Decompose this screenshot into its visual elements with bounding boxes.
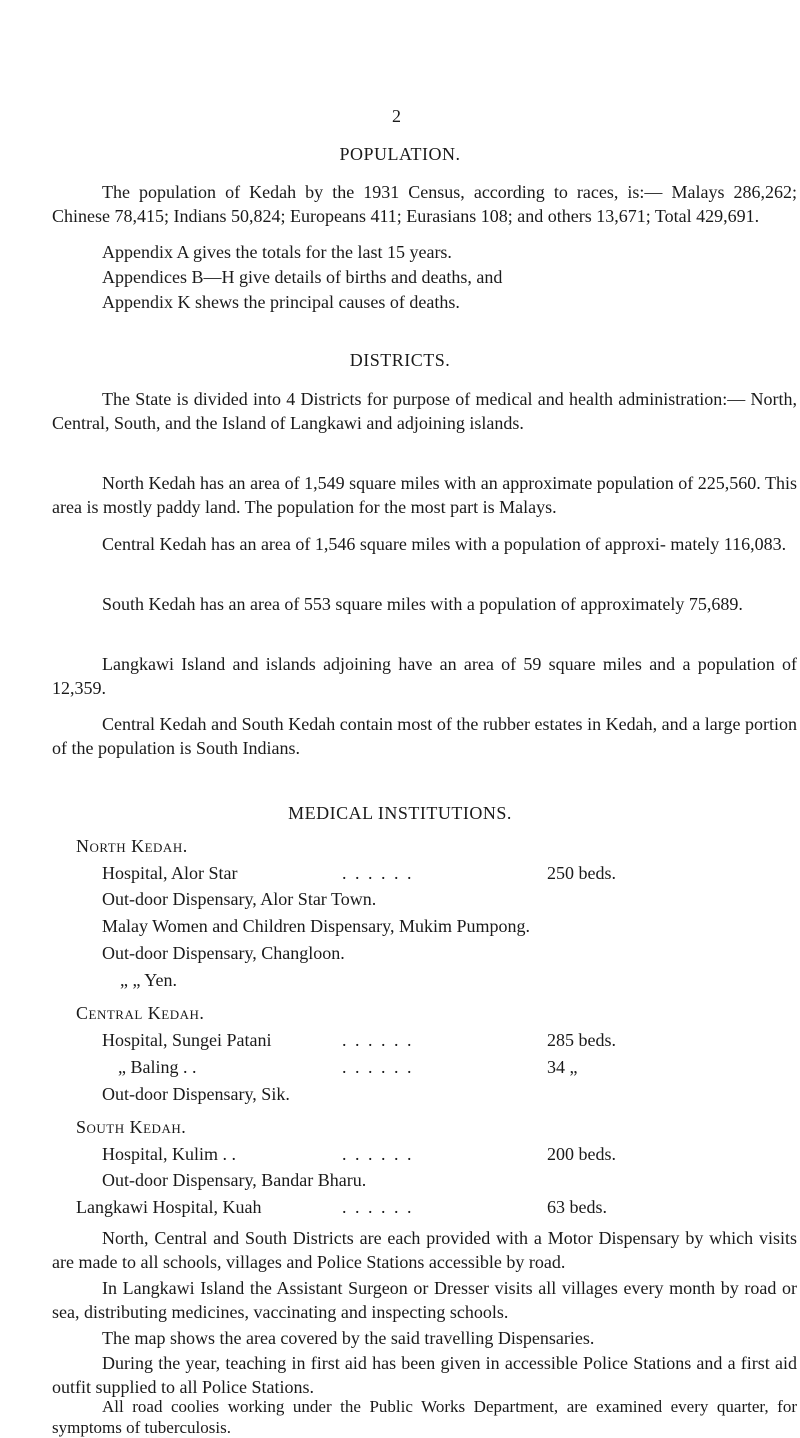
leader-dots: . . . . . . — [342, 1197, 414, 1217]
leader-dots: . . . . . . — [342, 863, 414, 883]
dispensary-bandar-bharu: Out-door Dispensary, Bandar Bharu. — [102, 1170, 367, 1190]
hospital-alor-star-name: Hospital, Alor Star — [102, 863, 238, 883]
districts-paragraph-1: The State is divided into 4 Districts for purpose of medical and health administration:— North, Central, South, and the Island of Langkawi and adjoining islands. — [52, 389, 797, 433]
dispensary-changloon: Out-door Dispensary, Changloon. — [102, 943, 345, 963]
page-number: 2 — [392, 106, 401, 126]
hospital-sungei-patani-name: Hospital, Sungei Patani — [102, 1030, 272, 1050]
dispensary-sik: Out-door Dispensary, Sik. — [102, 1084, 290, 1104]
dispensary-alor-star-town: Out-door Dispensary, Alor Star Town. — [102, 889, 377, 909]
first-aid-paragraph: During the year, teaching in first aid has been given in accessible Police Stations and a first aid outfit supplied to all Police Stations. — [52, 1353, 797, 1397]
hospital-baling-row — [118, 1055, 800, 1079]
hospital-alor-star-row — [102, 861, 792, 885]
leader-dots: . . . . . . — [342, 1144, 414, 1164]
hospital-alor-star-beds: 250 beds. — [547, 863, 616, 883]
dispensary-yen: „ „ Yen. — [120, 970, 177, 990]
districts-paragraph-5: Langkawi Island and islands adjoining have an area of 59 square miles and a population of 12,359. — [52, 654, 797, 698]
districts-paragraph-6: Central Kedah and South Kedah contain most of the rubber estates in Kedah, and a large portion of the population is South Indians. — [52, 714, 797, 758]
langkawi-hospital-row — [76, 1195, 792, 1219]
map-paragraph: The map shows the area covered by the said travelling Dispensaries. — [102, 1328, 595, 1348]
tuberculosis-paragraph: All road coolies working under the Public Works Department, are examined every quarter, for symptoms of tuberculosis. — [52, 1397, 797, 1437]
districts-paragraph-2: North Kedah has an area of 1,549 square miles with an approximate population of 225,560. This area is mostly paddy land. The population for the most part is Malays. — [52, 473, 797, 517]
leader-dots: . . . . . . — [342, 1057, 414, 1077]
langkawi-visits-paragraph: In Langkawi Island the Assistant Surgeon or Dresser visits all villages every month by road or sea, distributing medicines, vaccinating and inspecting schools. — [52, 1278, 797, 1322]
south-kedah-title: South Kedah. — [76, 1117, 187, 1137]
leader-dots: . . . . . . — [342, 1030, 414, 1050]
population-paragraph: The population of Kedah by the 1931 Census, according to races, is:— Malays 286,262; Chinese 78,415; Indians 50,824; Europeans 411; Eurasians 108; and others 13,671; Total 429,691. — [52, 182, 797, 226]
appendices-b-h-line: Appendices B—H give details of births and deaths, and — [102, 267, 503, 287]
langkawi-hospital-beds: 63 beds. — [547, 1197, 607, 1217]
hospital-kulim-beds: 200 beds. — [547, 1144, 616, 1164]
medical-institutions-heading: MEDICAL INSTITUTIONS. — [288, 803, 512, 823]
hospital-sungei-patani-beds: 285 beds. — [547, 1030, 616, 1050]
langkawi-hospital-name: Langkawi Hospital, Kuah — [76, 1197, 262, 1217]
districts-paragraph-3: Central Kedah has an area of 1,546 square miles with a population of approxi- mately 116,083. — [102, 534, 787, 554]
hospital-kulim-name: Hospital, Kulim . . — [102, 1144, 236, 1164]
hospital-baling-name: „ Baling . . — [118, 1057, 197, 1077]
districts-paragraph-4: South Kedah has an area of 553 square miles with a population of approximately 75,689. — [102, 594, 743, 614]
north-kedah-title: North Kedah. — [76, 836, 188, 856]
districts-heading: DISTRICTS. — [349, 350, 451, 370]
hospital-sungei-patani-row — [102, 1028, 792, 1052]
hospital-baling-beds: 34 „ — [547, 1057, 578, 1077]
motor-dispensary-paragraph: North, Central and South Districts are each provided with a Motor Dispensary by which visits are made to all schools, villages and Police Stations accessible by road. — [52, 1228, 797, 1272]
dispensary-mukim-pumpong: Malay Women and Children Dispensary, Mukim Pumpong. — [102, 916, 531, 936]
hospital-kulim-row — [102, 1142, 792, 1166]
appendix-k-line: Appendix K shews the principal causes of deaths. — [102, 292, 460, 312]
appendix-a-line: Appendix A gives the totals for the last 15 years. — [102, 242, 452, 262]
population-heading: POPULATION. — [339, 144, 461, 164]
central-kedah-title: Central Kedah. — [76, 1003, 205, 1023]
